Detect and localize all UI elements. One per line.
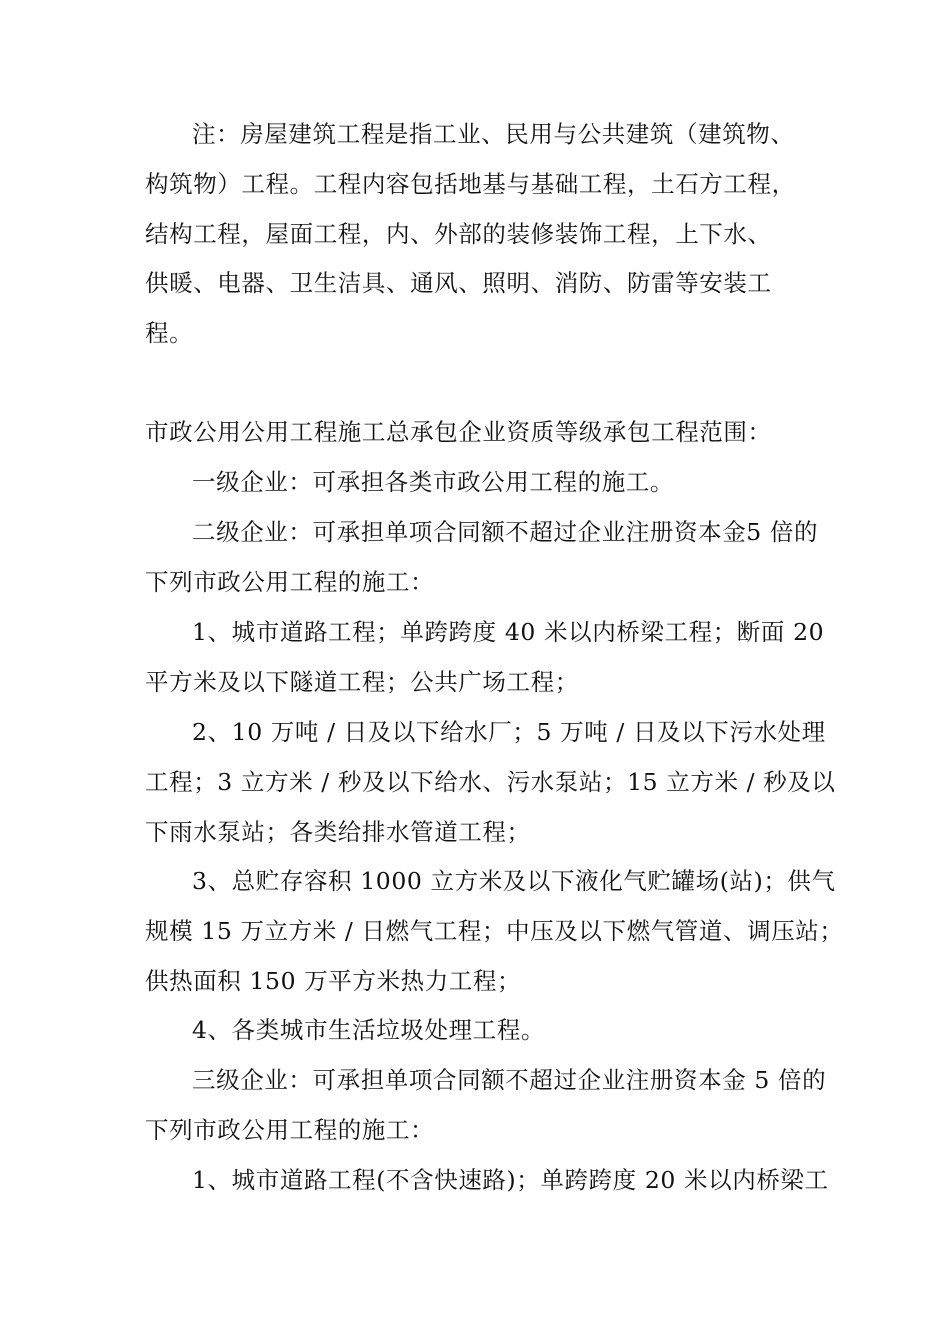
section-line-12: 4、各类城市生活垃圾处理工程。 [192, 1016, 545, 1044]
section-line-10: 规模 15 万立方米 / 日燃气工程；中压及以下燃气管道、调压站； [145, 917, 844, 945]
section-line-7: 工程；3 立方米 / 秒及以下给水、污水泵站；15 立方米 / 秒及以 [145, 768, 836, 796]
note-line-1: 注：房屋建筑工程是指工业、民用与公共建筑（建筑物、 [192, 120, 795, 148]
note-line-3: 结构工程，屋面工程，内、外部的装修装饰工程，上下水、 [145, 220, 772, 248]
section-line-15: 1、城市道路工程(不含快速路)；单跨跨度 20 米以内桥梁工 [192, 1166, 829, 1194]
section-line-4: 1、城市道路工程；单跨跨度 40 米以内桥梁工程；断面 20 [192, 618, 825, 646]
section-line-9: 3、总贮存容积 1000 立方米及以下液化气贮罐场(站)；供气 [192, 867, 836, 895]
section-line-6: 2、10 万吨 / 日及以下给水厂；5 万吨 / 日及以下污水处理 [192, 718, 826, 746]
section-line-3: 下列市政公用工程的施工： [145, 568, 435, 596]
section-line-8: 下雨水泵站；各类给排水管道工程； [145, 818, 531, 846]
note-line-4: 供暖、电器、卫生洁具、通风、照明、消防、防雷等安装工 [145, 269, 772, 297]
section-line-14: 下列市政公用工程的施工： [145, 1116, 435, 1144]
section-heading: 市政公用公用工程施工总承包企业资质等级承包工程范围： [145, 418, 772, 446]
note-line-5: 程。 [145, 319, 194, 347]
section-line-5: 平方米及以下隧道工程；公共广场工程； [145, 668, 579, 696]
section-line-2: 二级企业：可承担单项合同额不超过企业注册资本金5 倍的 [192, 518, 819, 546]
section-line-1: 一级企业：可承担各类市政公用工程的施工。 [192, 468, 674, 496]
note-line-2: 构筑物）工程。工程内容包括地基与基础工程，土石方工程， [145, 170, 796, 198]
section-line-11: 供热面积 150 万平方米热力工程； [145, 967, 522, 995]
section-line-13: 三级企业：可承担单项合同额不超过企业注册资本金 5 倍的 [192, 1066, 827, 1094]
